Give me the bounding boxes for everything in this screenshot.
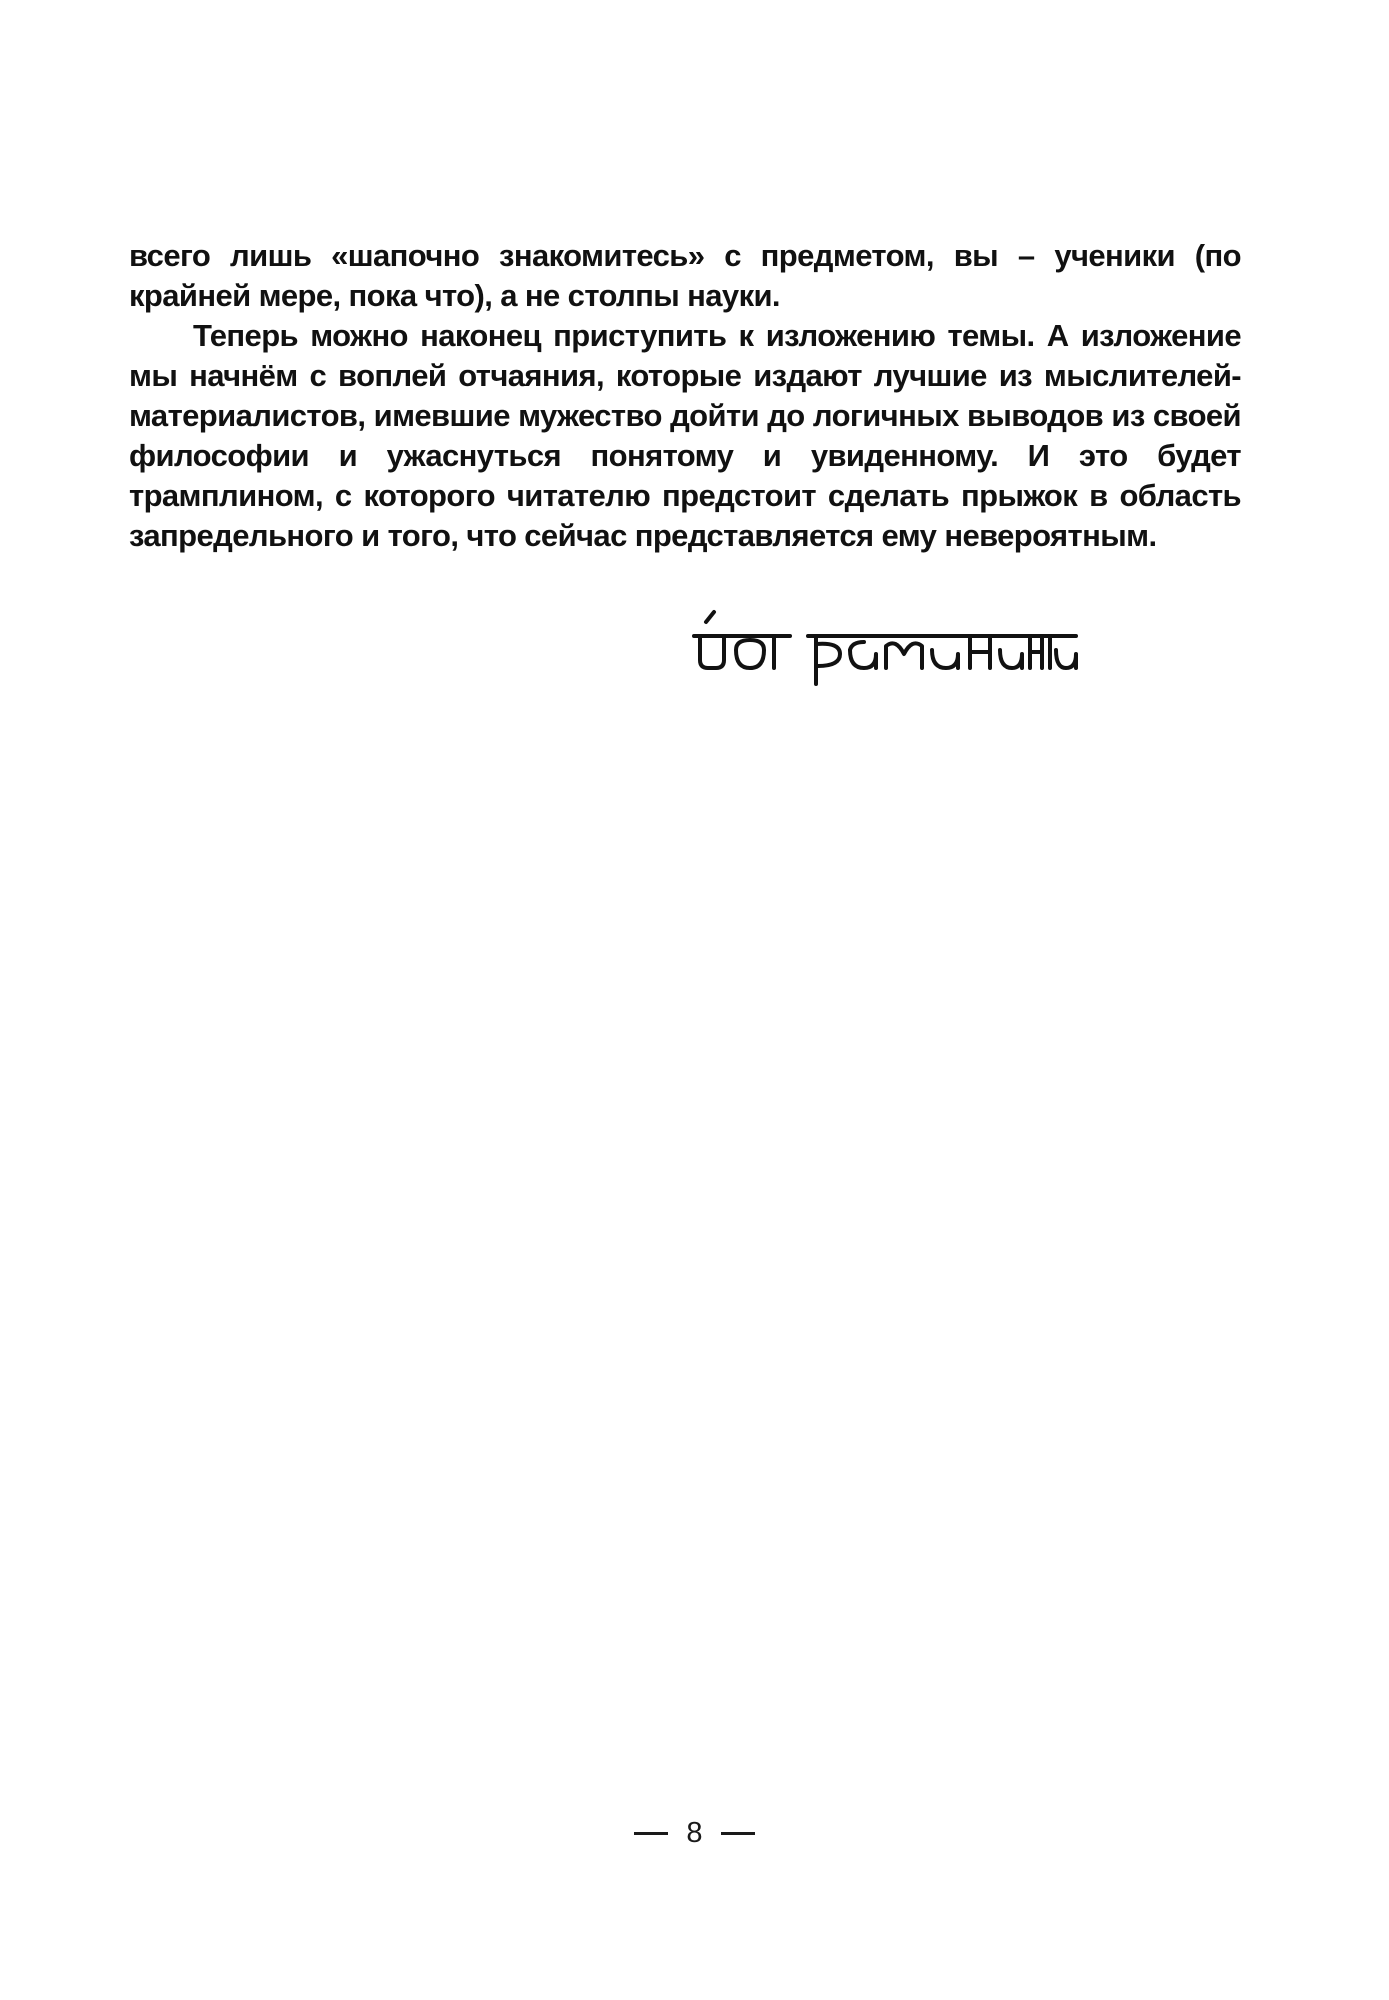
body-text xyxy=(129,236,1241,556)
author-signature xyxy=(690,606,1080,696)
paragraph-main: Теперь можно наконец приступить к изложению темы. А изложение мы начнём с воплей отчаяния, которые издают лучшие из мыслителей-материалистов, имевшие мужество дойти до логичных выводов из своей философии и ужаснуться понятому и увиденному. И это будет трамплином, с которого читателю предстоит сделать прыжок в область запредельного и того, что сейчас представляется ему невероятным. xyxy=(129,318,1241,553)
paragraph-continuation: всего лишь «шапочно знакомитесь» с предметом, вы – ученики (по крайней мере, пока что), а не столпы науки. xyxy=(129,238,1241,313)
page-footer xyxy=(0,1816,1389,1850)
footer-dash-left xyxy=(634,1832,668,1835)
footer-dash-right xyxy=(721,1832,755,1835)
page-number: 8 xyxy=(686,1816,703,1849)
